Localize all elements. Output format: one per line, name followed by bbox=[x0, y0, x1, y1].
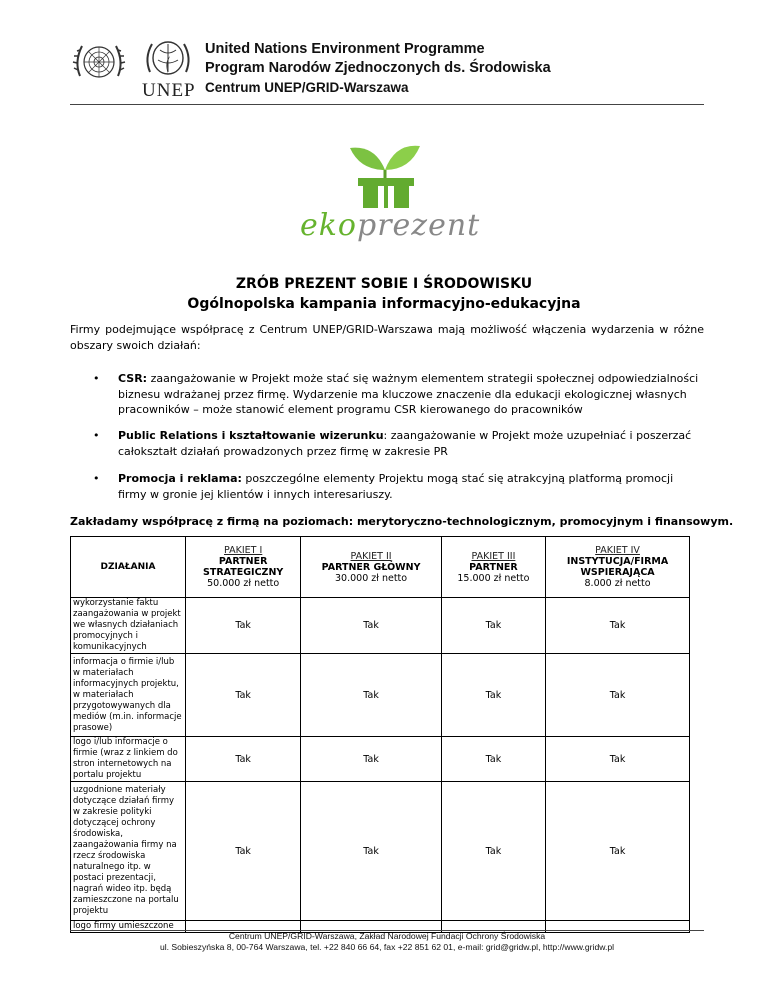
header-package-4 bbox=[546, 537, 690, 598]
page-footer bbox=[70, 930, 704, 953]
row-value: Tak bbox=[441, 782, 545, 921]
package-4-name: INSTYTUCJA/FIRMA bbox=[566, 556, 669, 567]
row-action: logo i/lub informacje o firmie (wraz z linkiem do stron internetowych na portalu projektu bbox=[71, 737, 186, 782]
package-1-label: PAKIET I bbox=[224, 545, 263, 556]
package-3-price: 15.000 zł netto bbox=[457, 572, 530, 584]
package-3-label: PAKIET III bbox=[471, 550, 516, 562]
bullet-pr bbox=[118, 428, 703, 459]
row-action: logo firmy umieszczone bbox=[71, 921, 186, 933]
row-value: Tak bbox=[186, 782, 301, 921]
footer-line-2: ul. Sobieszyńska 8, 00-764 Warszawa, tel. +22 840 66 64, fax +22 851 62 01, e-mail: grid@gridw.pl, http://www.gridw.pl bbox=[159, 942, 615, 952]
footer-line-1: Centrum UNEP/GRID-Warszawa, Zakład Narodowej Fundacji Ochrony Środowiska bbox=[228, 931, 546, 941]
organization-names bbox=[205, 40, 551, 97]
row-value: Tak bbox=[301, 782, 441, 921]
table-row bbox=[71, 737, 690, 782]
row-value: Tak bbox=[441, 737, 545, 782]
table-row bbox=[71, 782, 690, 921]
ekoprezent-wordmark bbox=[300, 208, 480, 243]
intro-paragraph: Firmy podejmujące współpracę z Centrum UNEP/GRID-Warszawa mają możliwość włączenia wydarzenia w różne obszary swoich działań: bbox=[70, 323, 704, 352]
package-1-name-2: STRATEGICZNY bbox=[203, 567, 284, 578]
row-value: Tak bbox=[301, 737, 441, 782]
bullet-promo-text: poszczególne elementy Projektu mogą stać się atrakcyjną platformą promocji firmy w gronie jej klientów i innych interesariuszy. bbox=[118, 472, 674, 501]
row-value: Tak bbox=[186, 654, 301, 737]
package-4-label: PAKIET IV bbox=[595, 545, 640, 556]
row-value: Tak bbox=[546, 737, 690, 782]
row-value: Tak bbox=[186, 737, 301, 782]
bullet-promo bbox=[118, 471, 703, 502]
wordmark-part-prezent: prezent bbox=[357, 208, 481, 243]
table-row bbox=[71, 654, 690, 737]
package-4-price: 8.000 zł netto bbox=[584, 578, 651, 589]
letterhead bbox=[70, 36, 704, 105]
document-subtitle: Ogólnopolska kampania informacyjno-edukacyjna bbox=[187, 296, 581, 312]
package-2-label: PAKIET II bbox=[350, 550, 392, 562]
cooperation-statement: Zakładamy współpracę z firmą na poziomach: merytoryczno-technologicznym, promocyjnym i finansowym. bbox=[70, 515, 734, 528]
row-action: informacja o firmie i/lub w materiałach informacyjnych projektu, w materiałach przygotowywanych dla mediów (m.in. informacje prasowe) bbox=[71, 654, 186, 737]
row-value: Tak bbox=[441, 654, 545, 737]
table-header-row bbox=[71, 537, 690, 598]
bullet-promo-lead: Promocja i reklama: bbox=[118, 472, 242, 485]
org-line-2: Program Narodów Zjednoczonych ds. Środowiska bbox=[205, 60, 551, 76]
org-line-3: Centrum UNEP/GRID-Warszawa bbox=[205, 80, 409, 95]
package-1-price: 50.000 zł netto bbox=[207, 578, 280, 589]
package-2-name: PARTNER GŁÓWNY bbox=[321, 561, 421, 573]
bullet-marker: • bbox=[93, 372, 100, 385]
unep-wordmark: UNEP bbox=[142, 80, 196, 101]
bullet-pr-lead: Public Relations i kształtowanie wizerunku bbox=[118, 429, 384, 442]
un-emblem-icon bbox=[70, 36, 128, 92]
row-action: uzgodnione materiały dotyczące działań firmy w zakresie polityki dotyczącej ochrony środowiska, zaangażowania firmy na rzecz środowiska naturalnego itp. w postaci prezentacji, nagrań wideo itp. będą zamieszczone na portalu projektu bbox=[71, 782, 186, 921]
package-4-name-2: WSPIERAJĄCA bbox=[580, 567, 655, 578]
row-value: Tak bbox=[301, 598, 441, 654]
row-value: Tak bbox=[546, 782, 690, 921]
bullet-csr-lead: CSR: bbox=[118, 372, 148, 385]
header-package-1 bbox=[186, 537, 301, 598]
wordmark-part-eko: eko bbox=[300, 208, 357, 243]
header-package-2 bbox=[301, 537, 441, 598]
header-actions bbox=[71, 537, 186, 598]
package-1-name: PARTNER bbox=[218, 556, 268, 567]
package-2-price: 30.000 zł netto bbox=[335, 572, 408, 584]
table-row bbox=[71, 598, 690, 654]
row-value: Tak bbox=[186, 598, 301, 654]
row-value: Tak bbox=[301, 654, 441, 737]
row-action: wykorzystanie faktu zaangażowania w projekt we własnych działaniach promocyjnych i komunikacyjnych bbox=[71, 598, 186, 654]
package-3-name: PARTNER bbox=[469, 561, 518, 573]
row-value: Tak bbox=[546, 654, 690, 737]
bullet-marker: • bbox=[93, 472, 100, 485]
row-value: Tak bbox=[441, 598, 545, 654]
actions-label: DZIAŁANIA bbox=[100, 561, 156, 572]
bullet-csr bbox=[118, 371, 703, 418]
bullet-csr-text: zaangażowanie w Projekt może stać się ważnym elementem strategii społecznej odpowiedzialności biznesu wdrażanej przez firmę. Wydarzenie ma kluczowe znaczenie dla edukacji ekologicznej własnych pracowników – może stanowić element programu CSR kierowanego do pracowników bbox=[118, 372, 699, 416]
header-package-3 bbox=[441, 537, 545, 598]
sponsorship-packages-table bbox=[70, 536, 690, 933]
org-line-1: United Nations Environment Programme bbox=[205, 41, 485, 57]
row-value: Tak bbox=[546, 598, 690, 654]
document-title: ZRÓB PREZENT SOBIE I ŚRODOWISKU bbox=[235, 276, 533, 292]
bullet-pr-text: : zaangażowanie w Projekt może uzupełniać i poszerzać całokształt działań prowadzonych przez firmę w zakresie PR bbox=[118, 429, 692, 458]
bullet-marker: • bbox=[93, 429, 100, 442]
